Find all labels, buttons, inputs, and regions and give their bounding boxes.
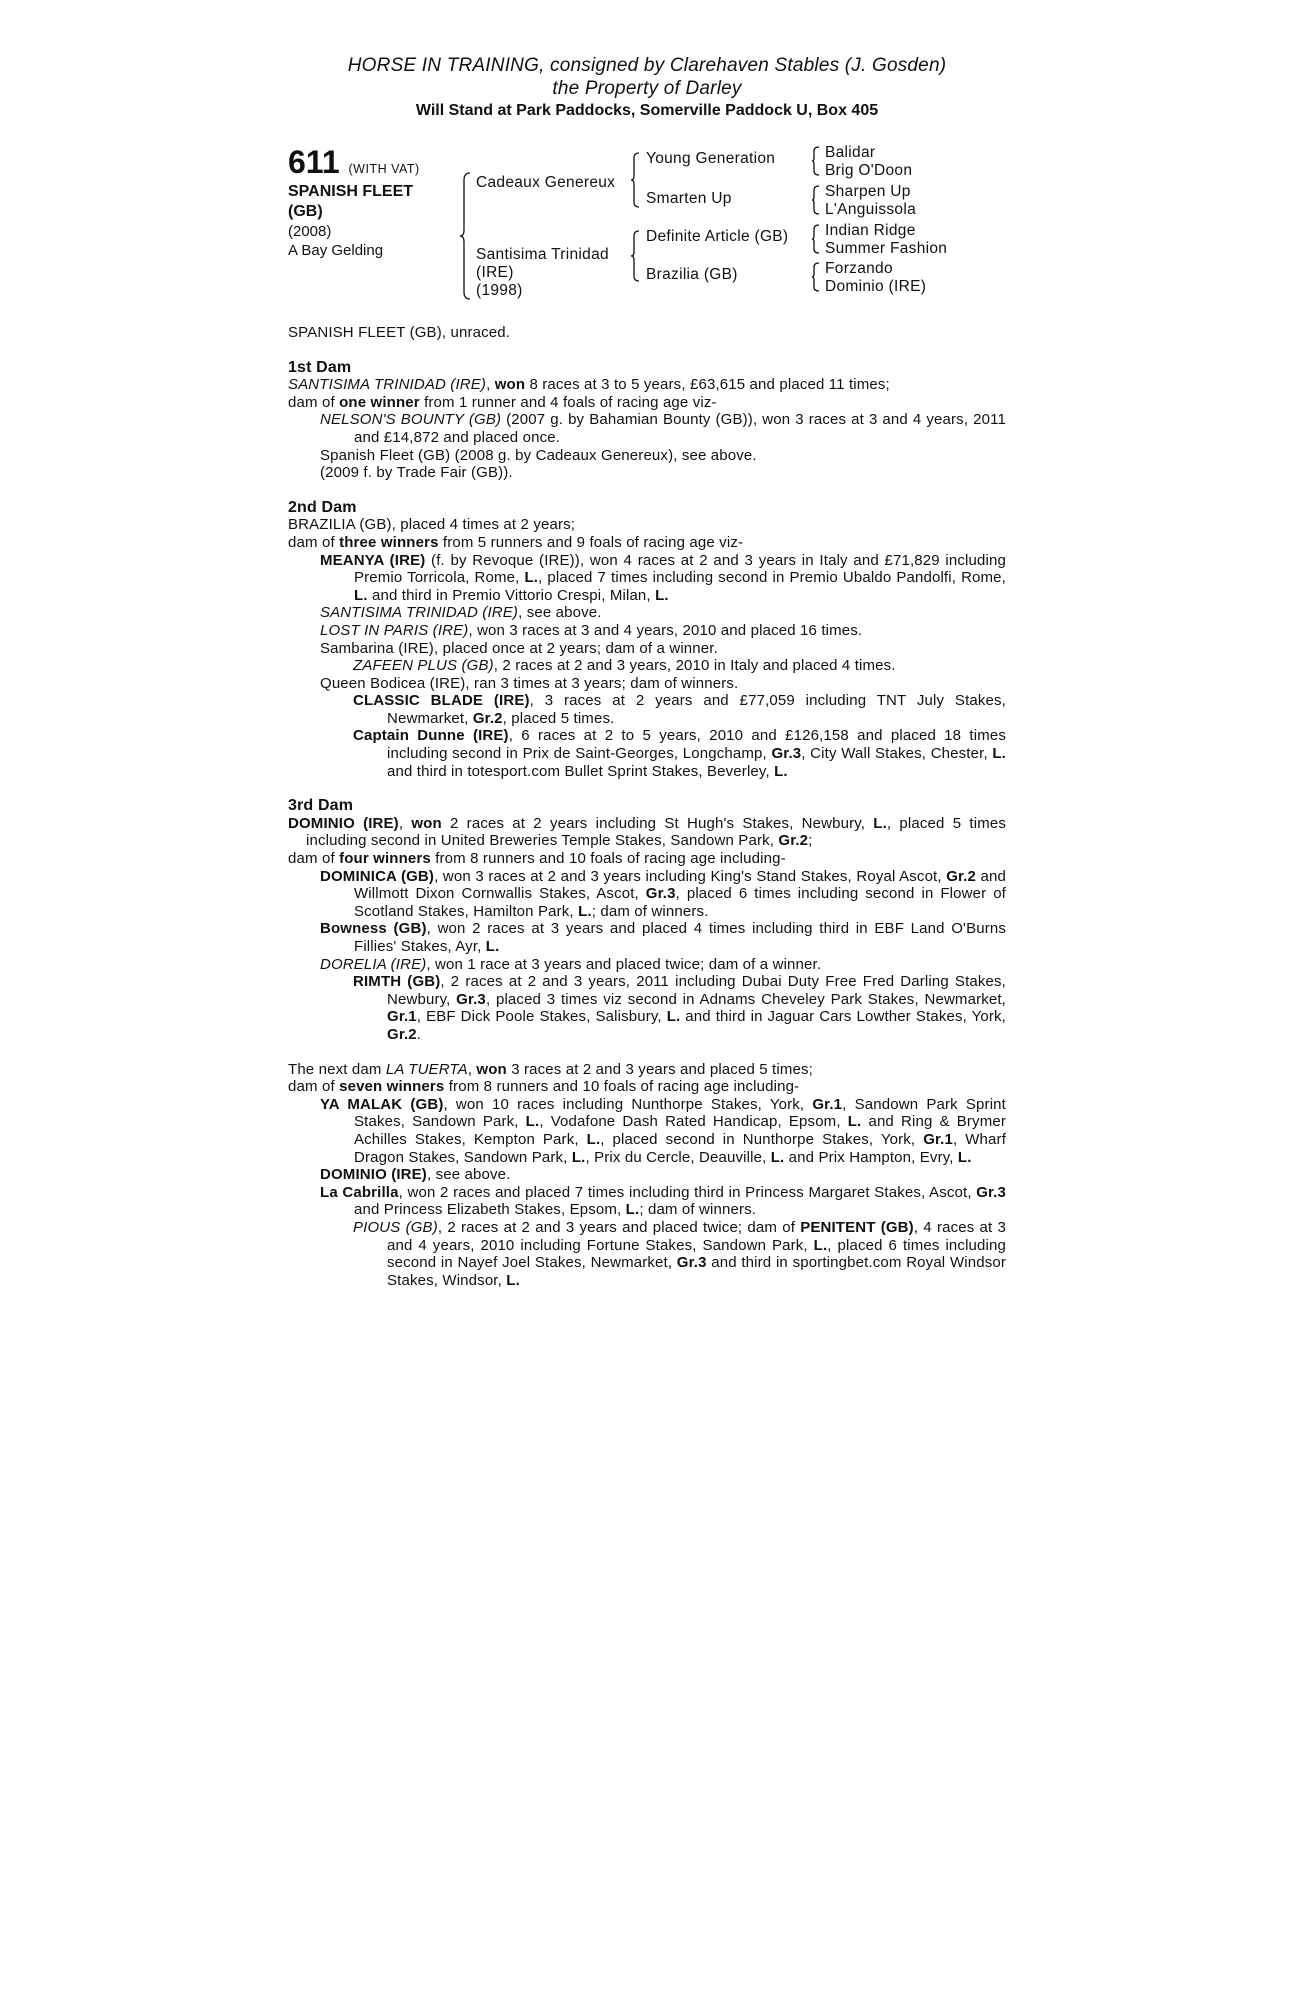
consignor-line: HORSE IN TRAINING, consigned by Clarehaven Stables (J. Gosden)	[347, 55, 947, 76]
third-dam-record: DOMINIO (IRE), won 2 races at 2 years including St Hugh's Stakes, Newbury, L., placed 5 times including second in United Breweries Temple Stakes, Sandown Park, Gr.2;	[288, 814, 1006, 850]
produce-entry: DOMINICA (GB), won 3 races at 2 and 3 years including King's Stand Stakes, Royal Ascot, Gr.2 and Willmott Dixon Cornwallis Stakes, Ascot, Gr.3, placed 6 times including second in Flower of Scotland Stakes, Hamilton Park, L.; dam of winners.	[320, 867, 1007, 920]
dam-dam: Brazilia (GB)	[646, 266, 738, 283]
second-dam-produce: dam of three winners from 5 runners and 9 foals of racing age viz-	[288, 533, 744, 551]
location-line: Will Stand at Park Paddocks, Somerville Paddock U, Box 405	[415, 102, 879, 119]
sire-sire: Young Generation	[646, 150, 776, 167]
third-dam-section	[288, 797, 1006, 1043]
foaling-year: (2008)	[288, 223, 332, 240]
produce-entry: La Cabrilla, won 2 races and placed 7 times including third in Princess Margaret Stakes, Ascot, Gr.3 and Princess Elizabeth Stakes, Epsom, L.; dam of winners.	[320, 1183, 1006, 1219]
sire: Cadeaux Genereux	[476, 174, 616, 191]
second-dam-section	[288, 499, 1006, 781]
produce-entry: (2009 f. by Trade Fair (GB)).	[320, 464, 513, 482]
bracket-dam	[631, 230, 641, 282]
produce-entry: CLASSIC BLADE (IRE), 3 races at 2 years and £77,059 including TNT July Stakes, Newmarket, Gr.2, placed 5 times.	[353, 692, 1006, 727]
next-dam-section	[288, 1061, 1006, 1290]
produce-entry: DOMINIO (IRE), see above.	[320, 1166, 511, 1184]
lot-number: 611 (WITH VAT)	[288, 144, 420, 180]
catalogue-page	[288, 54, 1006, 1289]
first-dam-heading: 1st Dam	[288, 358, 352, 376]
grandparent-4: L'Anguissola	[825, 201, 917, 218]
first-dam-produce: dam of one winner from 1 runner and 4 foals of racing age viz-	[288, 393, 717, 411]
first-dam-record: SANTISIMA TRINIDAD (IRE), won 8 races at 3 to 5 years, £63,615 and placed 11 times;	[288, 376, 890, 394]
sire-dam: Smarten Up	[646, 190, 732, 207]
next-dam-produce: dam of seven winners from 8 runners and 10 foals of racing age including-	[288, 1078, 800, 1096]
horse-description: A Bay Gelding	[288, 242, 384, 259]
produce-entry: Spanish Fleet (GB) (2008 g. by Cadeaux Genereux), see above.	[320, 446, 757, 464]
third-dam-produce: dam of four winners from 8 runners and 10 foals of racing age including-	[288, 850, 786, 868]
dam-sire: Definite Article (GB)	[646, 228, 789, 245]
produce-entry: PIOUS (GB), 2 races at 2 and 3 years and placed twice; dam of PENITENT (GB), 4 races at 3 and 4 years, 2010 including Fortune Stakes, Sandown Park, L., placed 6 times including second in Nayef Joel Stakes, Newmarket, Gr.3 and third in sportingbet.com Royal Windsor Stakes, Windsor, L.	[353, 1218, 1007, 1289]
second-dam-heading: 2nd Dam	[288, 498, 357, 516]
produce-entry: Queen Bodicea (IRE), ran 3 times at 3 years; dam of winners.	[320, 674, 739, 692]
dam: Santisima Trinidad (IRE) (1998)	[476, 246, 609, 299]
property-line: the Property of Darley	[552, 78, 742, 99]
next-dam-record: The next dam LA TUERTA, won 3 races at 2 and 3 years and placed 5 times;	[288, 1060, 813, 1078]
vat-note: (WITH VAT)	[348, 162, 420, 176]
grandparent-7: Forzando	[825, 260, 893, 277]
grandparent-6: Summer Fashion	[825, 240, 948, 257]
bracket-g2	[812, 185, 820, 215]
grandparent-5: Indian Ridge	[825, 222, 916, 239]
produce-entry: Sambarina (IRE), placed once at 2 years; dam of a winner.	[320, 639, 718, 657]
produce-entry: SANTISIMA TRINIDAD (IRE), see above.	[320, 604, 602, 622]
first-dam-section	[288, 359, 1006, 482]
grandparent-3: Sharpen Up	[825, 183, 911, 200]
produce-entry: ZAFEEN PLUS (GB), 2 races at 2 and 3 years, 2010 in Italy and placed 4 times.	[353, 657, 896, 675]
bracket-g3	[812, 224, 820, 254]
produce-entry: LOST IN PARIS (IRE), won 3 races at 3 and 4 years, 2010 and placed 16 times.	[320, 621, 863, 639]
pedigree-block	[288, 144, 1006, 312]
bracket-main	[460, 172, 472, 300]
produce-entry: DORELIA (IRE), won 1 race at 3 years and placed twice; dam of a winner.	[320, 955, 822, 973]
grandparent-8: Dominio (IRE)	[825, 278, 927, 295]
produce-entry: Bowness (GB), won 2 races at 3 years and placed 4 times including third in EBF Land O'Burns Fillies' Stakes, Ayr, L.	[320, 920, 1007, 955]
produce-entry: YA MALAK (GB), won 10 races including Nunthorpe Stakes, York, Gr.1, Sandown Park Sprint Stakes, Sandown Park, L., Vodafone Dash Rated Handicap, Epsom, L. and Ring & Brymer Achilles Stakes, Kempton Park, L., placed second in Nunthorpe Stakes, York, Gr.1, Wharf Dragon Stakes, Sandown Park, L., Prix du Cercle, Deauville, L. and Prix Hampton, Evry, L.	[320, 1095, 1007, 1166]
produce-entry: RIMTH (GB), 2 races at 2 and 3 years, 2011 including Dubai Duty Free Fred Darling Stakes, Newbury, Gr.3, placed 3 times viz second in Adnams Cheveley Park Stakes, Newmarket, Gr.1, EBF Dick Poole Stakes, Salisbury, L. and third in Jaguar Cars Lowther Stakes, York, Gr.2.	[353, 973, 1006, 1043]
bracket-g4	[812, 262, 820, 292]
grandparent-2: Brig O'Doon	[825, 162, 913, 179]
produce-entry: NELSON'S BOUNTY (GB) (2007 g. by Bahamian Bounty (GB)), won 3 races at 3 and 4 years, 2011 and £14,872 and placed once.	[320, 411, 1006, 446]
intro-section	[288, 324, 1006, 342]
lot-details	[288, 222, 383, 260]
produce-entry: MEANYA (IRE) (f. by Revoque (IRE)), won 4 races at 2 and 3 years in Italy and £71,829 including Premio Torricola, Rome, L., placed 7 times including second in Premio Ubaldo Pandolfi, Rome, L. and third in Premio Vittorio Crespi, Milan, L.	[320, 551, 1006, 604]
bracket-g1	[812, 146, 820, 176]
produce-entry: Captain Dunne (IRE), 6 races at 2 to 5 years, 2010 and £126,158 and placed 18 times including second in Prix de Saint-Georges, Longchamp, Gr.3, City Wall Stakes, Chester, L. and third in totesport.com Bullet Sprint Stakes, Beverley, L.	[353, 727, 1006, 780]
third-dam-heading: 3rd Dam	[288, 797, 354, 815]
lot-name: SPANISH FLEET (GB)	[288, 183, 414, 220]
race-record: SPANISH FLEET (GB), unraced.	[288, 324, 511, 341]
bracket-sire	[631, 152, 641, 208]
grandparent-1: Balidar	[825, 144, 876, 161]
second-dam-record: BRAZILIA (GB), placed 4 times at 2 years;	[288, 516, 576, 534]
